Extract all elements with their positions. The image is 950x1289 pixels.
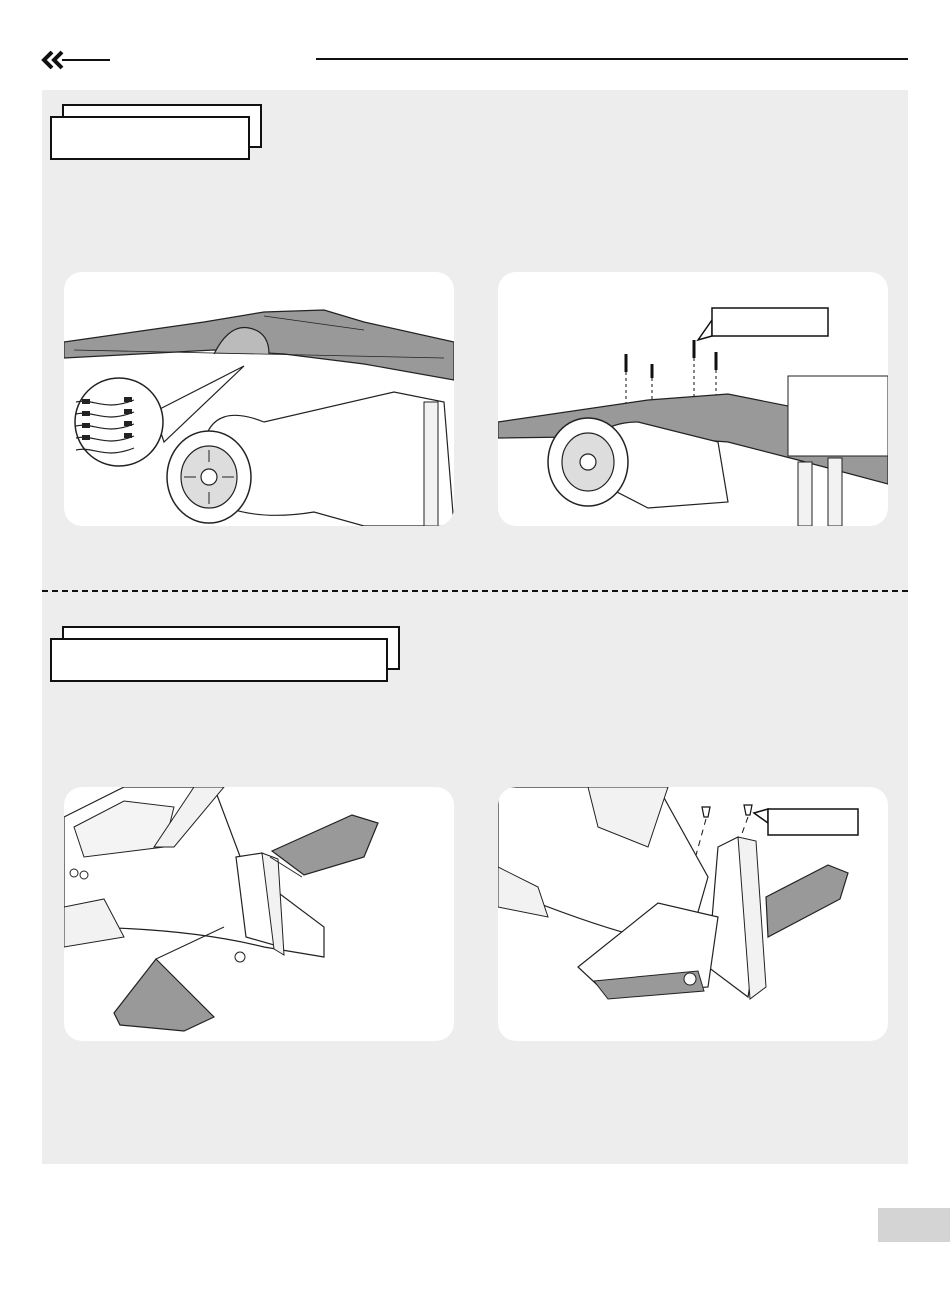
section-header-2: [50, 638, 388, 682]
wing-wiring-illustration: [64, 272, 454, 526]
double-chevron-left-icon: [40, 48, 120, 72]
wing-screws-illustration: [498, 272, 888, 526]
figure-wing-screws: [498, 272, 888, 526]
section-divider: [42, 590, 908, 592]
tail-attach-illustration: [64, 787, 454, 1041]
header-rule: [316, 58, 908, 60]
figure-wing-wiring: [64, 272, 454, 526]
tail-screws-illustration: [498, 787, 888, 1041]
section-header-1: [50, 116, 250, 160]
figure-tail-screws: [498, 787, 888, 1041]
page-number-tab: [878, 1208, 950, 1242]
screw-callout-box: [712, 308, 828, 336]
figure-tail-attach: [64, 787, 454, 1041]
tail-screw-callout-box: [768, 809, 858, 835]
